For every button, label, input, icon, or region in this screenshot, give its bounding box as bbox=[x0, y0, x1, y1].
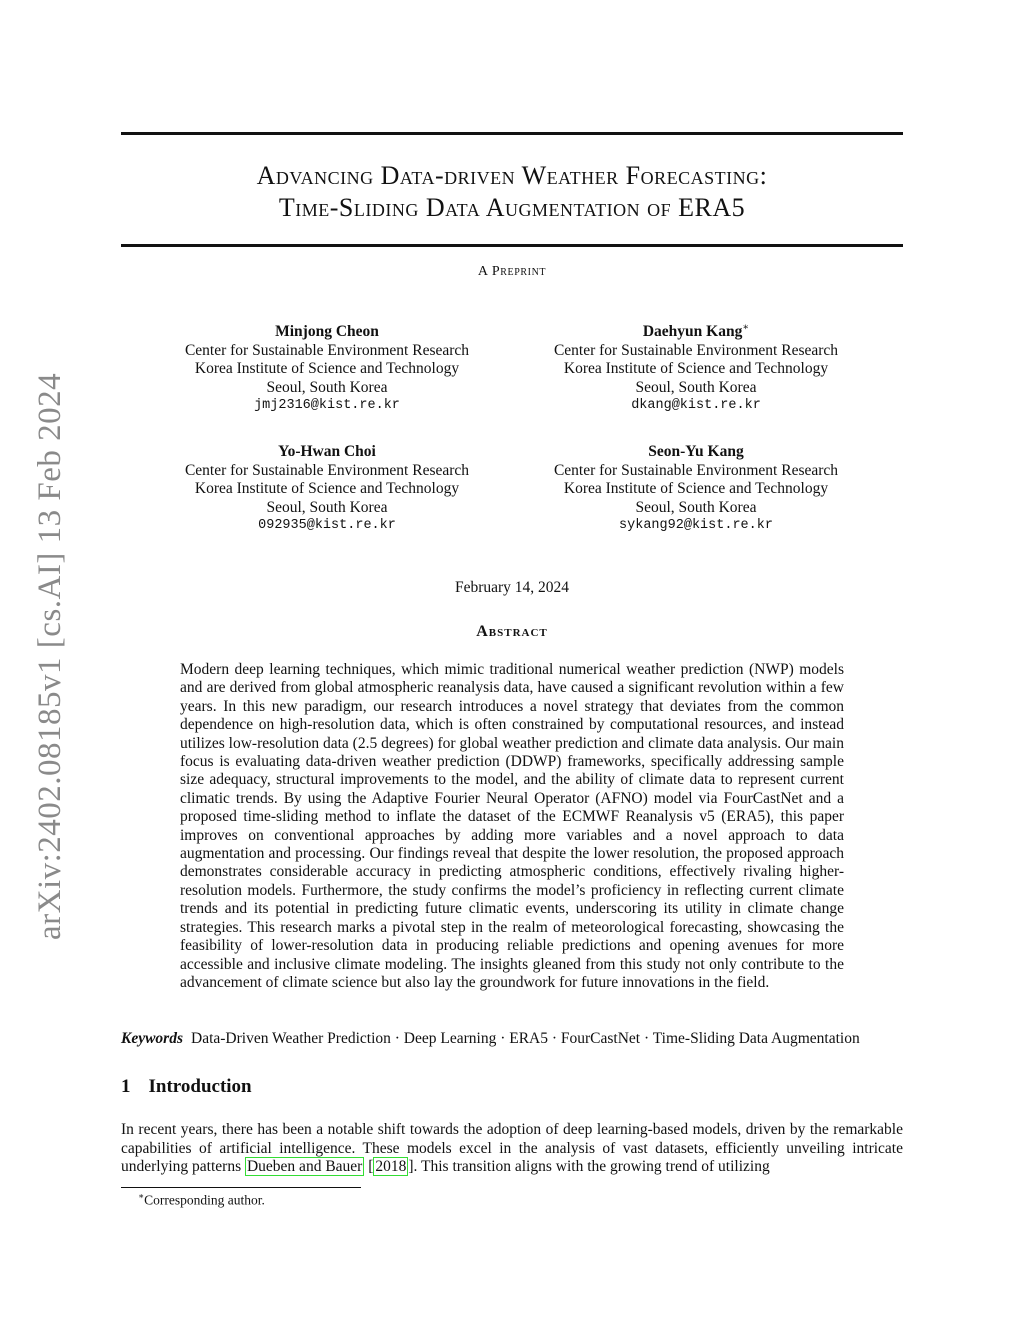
author-institute: Korea Institute of Science and Technology bbox=[194, 360, 460, 378]
author-affiliation: Center for Sustainable Environment Research bbox=[184, 341, 470, 359]
section-title: Introduction bbox=[148, 1076, 252, 1097]
section-heading bbox=[121, 1076, 252, 1098]
author-email[interactable]: sykang92@kist.re.kr bbox=[619, 518, 773, 534]
author-location: Seoul, South Korea bbox=[635, 498, 757, 516]
title-bottom-rule bbox=[121, 244, 903, 247]
paper-title bbox=[121, 160, 903, 224]
author-affiliation: Center for Sustainable Environment Research bbox=[553, 461, 839, 479]
author-email[interactable]: 092935@kist.re.kr bbox=[258, 518, 396, 534]
publication-date: February 14, 2024 bbox=[454, 579, 570, 596]
author-affiliation: Center for Sustainable Environment Research bbox=[184, 461, 470, 479]
author-block-2 bbox=[516, 319, 876, 416]
author-location: Seoul, South Korea bbox=[266, 378, 388, 396]
abstract-heading: Abstract bbox=[476, 623, 548, 640]
author-block-3 bbox=[147, 439, 507, 536]
author-name: Seon-Yu Kang bbox=[648, 443, 744, 461]
author-institute: Korea Institute of Science and Technology bbox=[563, 480, 829, 498]
author-location: Seoul, South Korea bbox=[635, 378, 757, 396]
author-location: Seoul, South Korea bbox=[266, 498, 388, 516]
author-name: Minjong Cheon bbox=[275, 323, 379, 341]
author-name: Daehyun Kang∗ bbox=[642, 322, 750, 341]
title-line-1: Advancing Data-driven Weather Forecasting: bbox=[256, 161, 768, 190]
author-email[interactable]: jmj2316@kist.re.kr bbox=[254, 398, 400, 414]
preprint-label: A Preprint bbox=[477, 264, 547, 279]
footnote-rule bbox=[121, 1187, 361, 1188]
citation-authors-link[interactable]: Dueben and Bauer bbox=[246, 1158, 363, 1176]
keywords-line bbox=[121, 1030, 903, 1048]
author-institute: Korea Institute of Science and Technology bbox=[563, 360, 829, 378]
footnote-marker: ∗ bbox=[138, 1191, 145, 1201]
author-affiliation: Center for Sustainable Environment Research bbox=[553, 341, 839, 359]
author-name: Yo-Hwan Choi bbox=[278, 443, 376, 461]
title-line-2: Time-Sliding Data Augmentation of ERA5 bbox=[278, 193, 746, 222]
keywords-label: Keywords bbox=[121, 1030, 183, 1047]
author-block-1 bbox=[147, 319, 507, 416]
author-institute: Korea Institute of Science and Technology bbox=[194, 480, 460, 498]
keywords-text: Data-Driven Weather Prediction · Deep Learning · ERA5 · FourCastNet · Time-Sliding Data Augmentation bbox=[191, 1030, 860, 1047]
corresponding-marker[interactable]: ∗ bbox=[742, 322, 750, 333]
section-number: 1 bbox=[121, 1076, 131, 1097]
intro-paragraph: In recent years, there has been a notable shift towards the adoption of deep learning-based models, driven by the remarkable capabilities of artificial intelligence. These models excel in the analysis of vast datasets, efficiently unveiling intricate underlying patterns Dueben and Bauer [ 2018 ]. This transition aligns with the growing trend of utilizing bbox=[121, 1121, 903, 1176]
footnote-text: Corresponding author. bbox=[144, 1192, 265, 1208]
footnote bbox=[138, 1191, 265, 1209]
citation-year-link[interactable]: 2018 bbox=[375, 1158, 407, 1176]
arxiv-sidebar-stamp: arXiv:2402.08185v1 [cs.AI] 13 Feb 2024 bbox=[32, 372, 68, 940]
title-top-rule bbox=[121, 132, 903, 135]
author-email[interactable]: dkang@kist.re.kr bbox=[631, 398, 761, 414]
abstract-text: Modern deep learning techniques, which mimic traditional numerical weather prediction (NWP) models and are derived from global atmospheric reanalysis data, have caused a significant revolution within a few years. In this new paradigm, our research introduces a novel strategy that deviates from the common dependence on high-resolution data, which is often constrained by computational resources, and instead utilizes low-resolution data (2.5 degrees) for global weather prediction and climate data analysis. Our main focus is evaluating data-driven weather prediction (DDWP) frameworks, specifically addressing sample size adequacy, structural improvements to the model, and the ability of climate data to represent current climatic trends. By using the Adaptive Fourier Neural Operator (AFNO) model via FourCastNet and a proposed time-sliding method to inflate the dataset of the ECMWF Reanalysis v5 (ERA5), this paper improves on conventional approaches by adding more variables and a novel approach to data augmentation and processing. Our findings reveal that despite the lower resolution, the proposed approach demonstrates considerable accuracy in predicting atmospheric conditions, effectively rivaling higher-resolution models. Furthermore, the study confirms the model’s proficiency in reflecting current climate trends and its potential in predicting future climatic events, underscoring its utility in climate change strategies. This research marks a pivotal step in the realm of meteorological forecasting, showcasing the feasibility of lower-resolution data in producing reliable predictions and opening avenues for more accessible and inclusive climate modeling. The insights gleaned from this study not only contribute to the advancement of climate science but also lay the groundwork for future innovations in the field. bbox=[180, 661, 844, 991]
author-block-4 bbox=[516, 439, 876, 536]
